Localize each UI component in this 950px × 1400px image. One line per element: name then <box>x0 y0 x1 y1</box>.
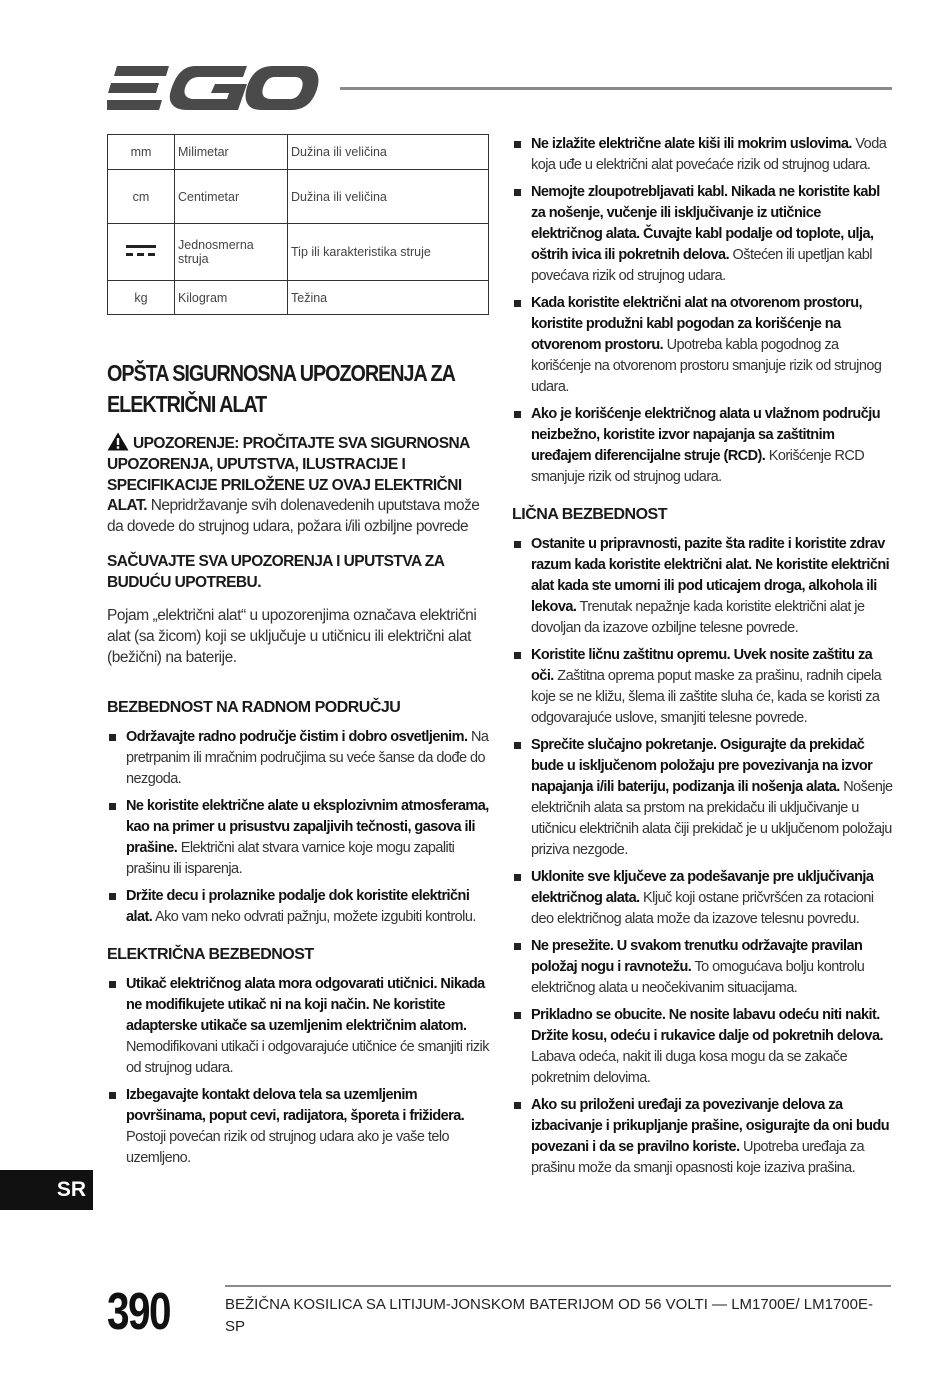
list-item: Ostanite u pripravnosti, pazite šta radite i koristite zdrav razum kada koristite električni alat. Ne koristite električni alat kada ste umorni ili pod uticajem droga, alkohola ili lekova. Trenutak nepažnje kada koristite električni alat je dovoljan da izazove ozbiljne telesne povrede. <box>512 534 894 639</box>
list-item: Nemojte zloupotrebljavati kabl. Nikada ne koristite kabl za nošenje, vučenje ili isključivanje iz utičnice električnog alata. Čuvajte kabl podalje od toplote, ulja, oštrih ivica ili pokretnih delova. Oštećen ili upetljan kabl povećava rizik od strujnog udara. <box>512 182 894 287</box>
section-title: OPŠTA SIGURNOSNA UPOZORENJA ZA ELEKTRIČNI ALAT <box>107 360 455 417</box>
unit-symbol: mm <box>108 135 175 170</box>
table-row <box>108 281 489 315</box>
warning-triangle-icon <box>107 432 129 451</box>
unit-symbol: cm <box>108 170 175 224</box>
unit-name: Centimetar <box>175 170 288 224</box>
unit-symbol: kg <box>108 281 175 315</box>
unit-name: Jednosmerna struja <box>175 224 288 281</box>
electrical-heading: ELEKTRIČNA BEZBEDNOST <box>107 945 314 963</box>
unit-name: Milimetar <box>175 135 288 170</box>
list-item: Ako su priloženi uređaji za povezivanje delova za izbacivanje i prikupljanje prašine, osigurajte da oni budu povezani i da se pravilno koriste. Upotreba uređaja za prašinu može da smanji opasnosti koje izaziva prašina. <box>512 1095 894 1179</box>
electrical-list-left <box>107 974 490 1169</box>
footer-rule <box>225 1285 891 1287</box>
list-item: Ne presežite. U svakom trenutku održavajte pravilan položaj nogu i ravnotežu. To omogućava bolju kontrolu električnog alata u neočekivanim situacijama. <box>512 936 894 999</box>
warning-paragraph <box>107 432 490 538</box>
list-item: Izbegavajte kontakt delova tela sa uzemljenim površinama, poput cevi, radijatora, šporeta i frižidera. Postoji povećan rizik od strujnog udara ako je vaše telo uzemljeno. <box>107 1085 490 1169</box>
list-item: Ako je korišćenje električnog alata u vlažnom području neizbežno, koristite izvor napajanja sa zaštitnim uređajem diferencijalne struje (RCD). Korišćenje RCD smanjuje rizik od strujnog udara. <box>512 404 894 488</box>
term-definition: Pojam „električni alat“ u upozorenjima označava električni alat (sa žicom) koji se uključuje u utičnicu ili električni alat (bežični) na baterije. <box>107 606 477 666</box>
save-notice: SAČUVAJTE SVA UPOZORENJA I UPUTSTVA ZA BUDUĆU UPOTREBU. <box>107 552 444 591</box>
warning-bold-text: UPOZORENJE: PROČITAJTE SVA SIGURNOSNA UPOZORENJA, UPUTSTVA, ILUSTRACIJE I SPECIFIKACIJE PRILOŽENE UZ OVAJ ELEKTRIČNI ALAT. <box>107 435 470 515</box>
warning-text: Nepridržavanje svih dolenavedenih uputstava može da dovede do strujnog udara, požara i/ili ozbiljne povrede <box>107 497 480 536</box>
product-title: BEŽIČNA KOSILICA SA LITIJUM-JONSKOM BATERIJOM OD 56 VOLTI — LM1700E/ LM1700E-SP <box>225 1296 873 1335</box>
unit-description: Težina <box>288 281 489 315</box>
left-column <box>107 134 490 1169</box>
list-item: Uklonite sve ključeve za podešavanje pre uključivanja električnog alata. Ključ koji ostane pričvršćen za rotacioni deo električnog alata može da izazove telesnu povredu. <box>512 867 894 930</box>
header-rule <box>340 87 892 90</box>
unit-name: Kilogram <box>175 281 288 315</box>
list-item: Utikač električnog alata mora odgovarati utičnici. Nikada ne modifikujete utikač ni na koji način. Ne koristite adapterske utikače sa uzemljenim električnim alatom. Nemodifikovani utikači i odgovarajuće utičnice će smanjiti rizik od strujnog udara. <box>107 974 490 1079</box>
list-item: Održavajte radno područje čistim i dobro osvetljenim. Na pretrpanim ili mračnim područjima su veće šanse da dođe do nezgoda. <box>107 727 490 790</box>
unit-description: Tip ili karakteristika struje <box>288 224 489 281</box>
personal-list <box>512 534 894 1179</box>
table-row <box>108 224 489 281</box>
page-number: 390 <box>107 1283 170 1341</box>
right-column <box>512 134 894 1179</box>
language-tab: SR <box>0 1170 93 1210</box>
unit-description: Dužina ili veličina <box>288 170 489 224</box>
list-item: Ne izlažite električne alate kiši ili mokrim uslovima. Voda koja uđe u električni alat povećaće rizik od strujnog udara. <box>512 134 894 176</box>
ego-logo <box>107 64 319 112</box>
direct-current-icon <box>126 245 156 256</box>
list-item: Sprečite slučajno pokretanje. Osigurajte da prekidač bude u isključenom položaju pre povezivanja na izvor napajanja i/ili bateriju, podizanja ili nošenja alata. Nošenje električnih alata sa prstom na prekidaču ili uključivanje u utičnicu električnih alata čiji prekidač je u uključenom položaju priziva nezgode. <box>512 735 894 861</box>
personal-heading: LIČNA BEZBEDNOST <box>512 506 667 523</box>
list-item: Ne koristite električne alate u eksplozivnim atmosferama, kao na primer u prisustvu zapaljivih tečnosti, gasova ili prašine. Električni alat stvara varnice koje mogu zapaliti prašinu ili isparenja. <box>107 796 490 880</box>
list-item: Koristite ličnu zaštitnu opremu. Uvek nosite zaštitu za oči. Zaštitna oprema poput maske za prašinu, radnih cipela koje se ne kližu, šlema ili zaštite sluha će, kada se koristi za odgovarajuće uslove, smanjiti telesne povrede. <box>512 645 894 729</box>
table-row <box>108 135 489 170</box>
table-row <box>108 170 489 224</box>
unit-description: Dužina ili veličina <box>288 135 489 170</box>
electrical-list-right <box>512 134 894 488</box>
list-item: Prikladno se obucite. Ne nosite labavu odeću niti nakit. Držite kosu, odeću i rukavice dalje od pokretnih delova. Labava odeća, nakit ili duga kosa mogu da se zakače pokretnim delovima. <box>512 1005 894 1089</box>
list-item: Kada koristite električni alat na otvorenom prostoru, koristite produžni kabl pogodan za korišćenje na otvorenom prostoru. Upotreba kabla pogodnog za korišćenje na otvorenom prostoru smanjuje rizik od strujnog udara. <box>512 293 894 398</box>
unit-symbol <box>108 224 175 281</box>
work-area-list <box>107 727 490 928</box>
list-item: Držite decu i prolaznike podalje dok koristite električni alat. Ako vam neko odvrati pažnju, možete izgubiti kontrolu. <box>107 886 490 928</box>
work-area-heading: BEZBEDNOST NA RADNOM PODRUČJU <box>107 698 401 716</box>
units-table <box>107 134 489 315</box>
